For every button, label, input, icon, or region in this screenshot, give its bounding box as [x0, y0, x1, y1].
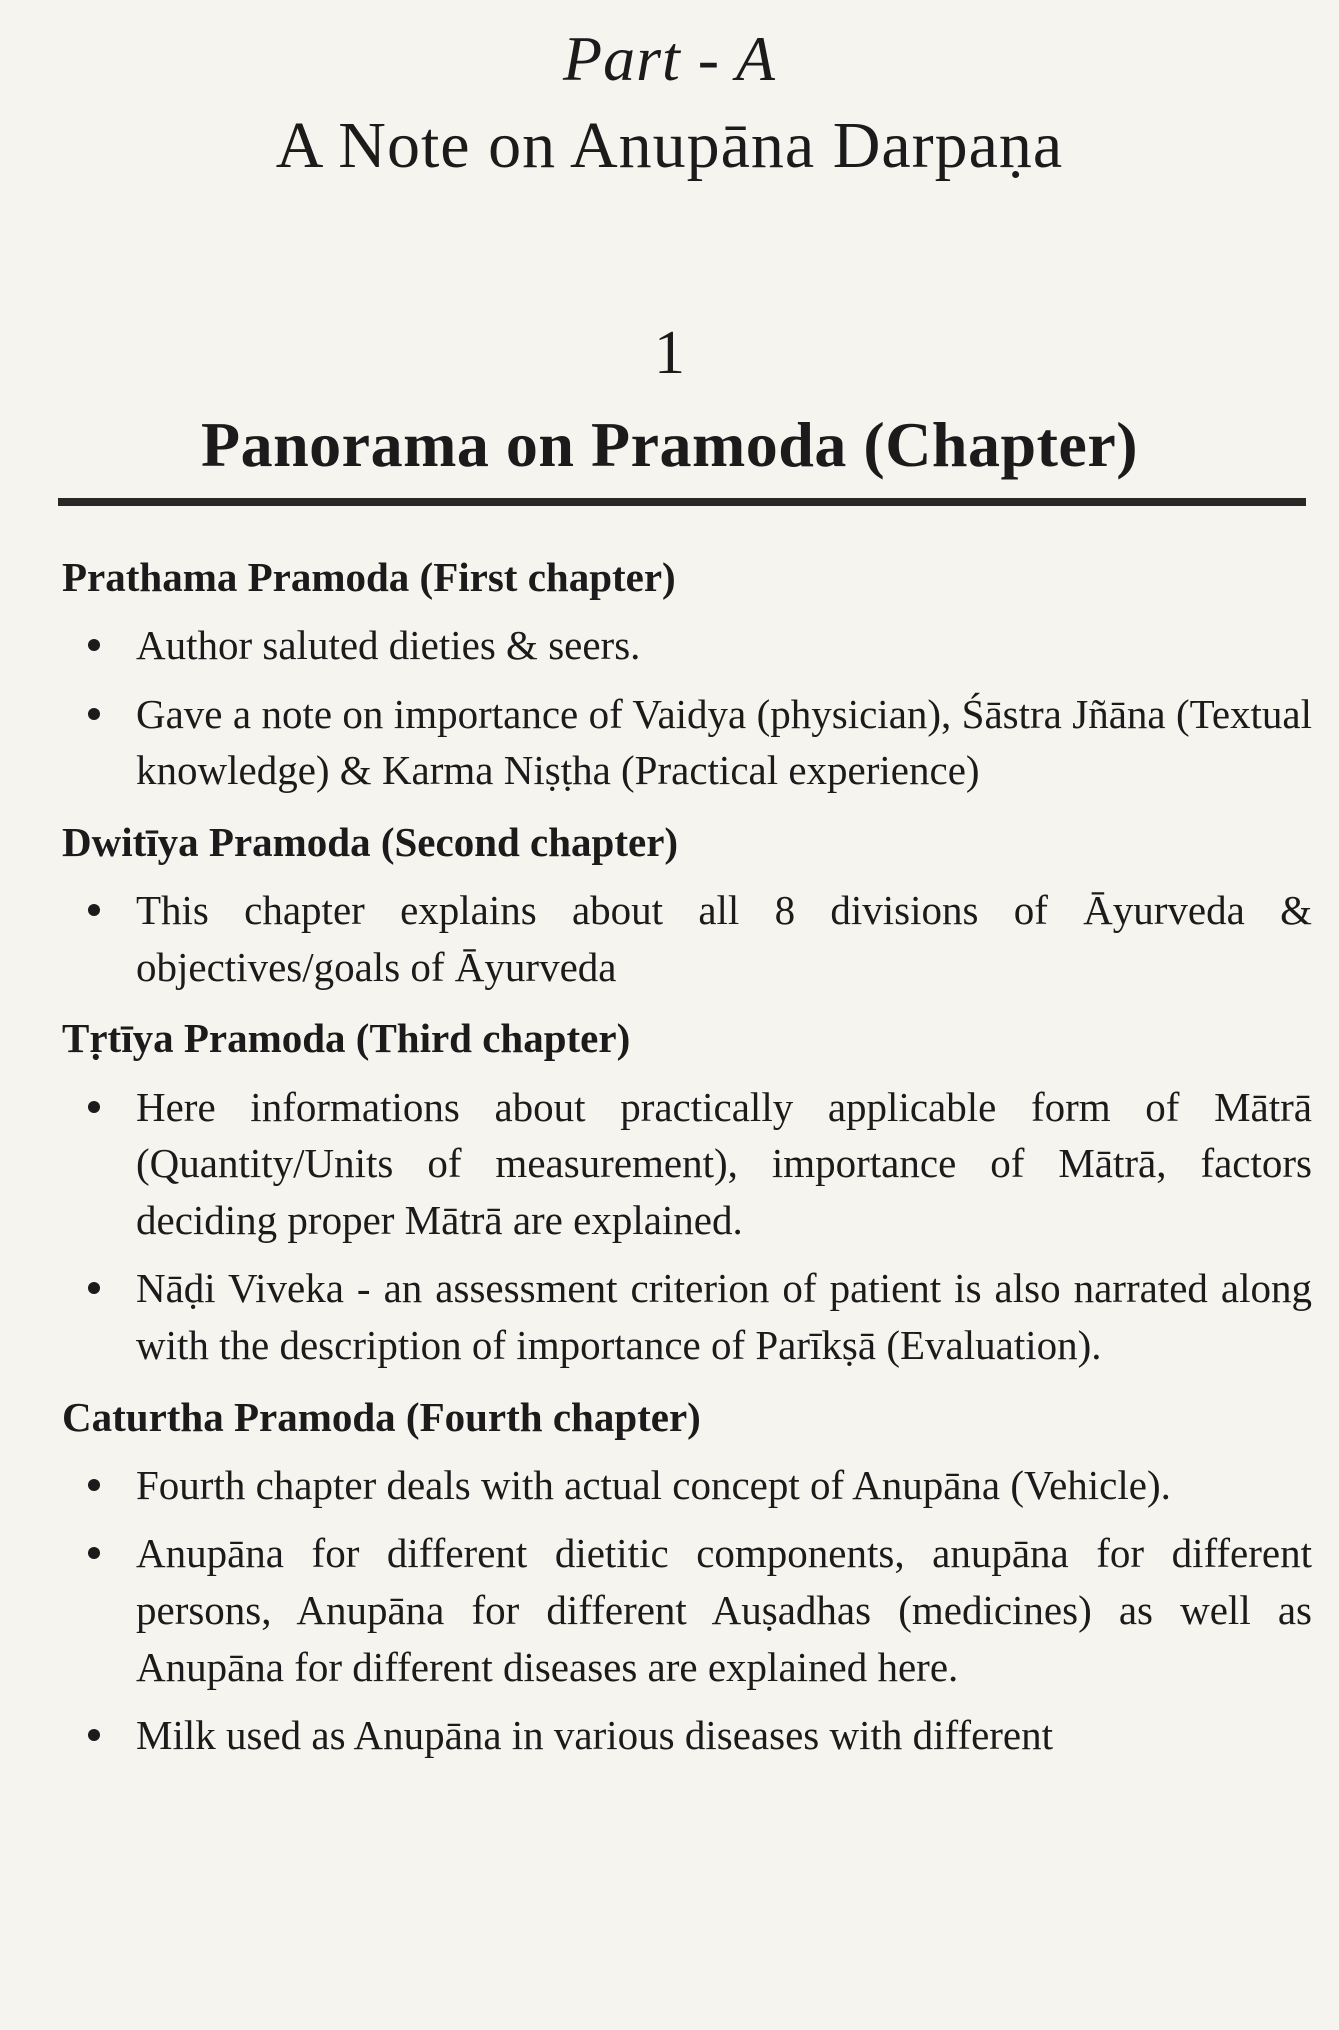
list-item — [62, 617, 1312, 674]
bullet-list — [62, 1457, 1312, 1764]
list-item-text: Gave a note on importance of Vaidya (physician), Śāstra Jñāna (Textual knowledge) & Karma Niṣṭha (Practical experience) — [136, 690, 1312, 794]
part-title: Part - A — [562, 23, 777, 94]
section-third-chapter — [62, 1013, 1312, 1373]
chapter-number: 1 — [654, 319, 685, 387]
list-item — [62, 1457, 1312, 1514]
section-first-chapter — [62, 552, 1312, 799]
bullet-icon — [88, 1547, 100, 1559]
book-title: A Note on Anupāna Darpaṇa — [275, 109, 1064, 182]
list-item — [62, 882, 1312, 995]
section-second-chapter — [62, 817, 1312, 995]
bullet-icon — [88, 1101, 100, 1113]
list-item — [62, 1525, 1312, 1695]
list-item — [62, 686, 1312, 799]
bullet-list — [62, 617, 1312, 799]
section-fourth-chapter — [62, 1392, 1312, 1764]
bullet-icon — [88, 1729, 100, 1741]
chapter-content — [62, 552, 1312, 1782]
bullet-icon — [88, 708, 100, 720]
list-item-text: Author saluted dieties & seers. — [136, 622, 641, 669]
bullet-icon — [88, 639, 100, 651]
list-item-text: Here informations about practically applicable form of Mātrā (Quantity/Units of measurement), importance of Mātrā, factors deciding proper Mātrā are explained. — [136, 1083, 1312, 1243]
list-item-text: Nāḍi Viveka - an assessment criterion of patient is also narrated along with the description of importance of Parīkṣā (Evaluation). — [136, 1265, 1312, 1368]
section-heading: Caturtha Pramoda (Fourth chapter) — [62, 1393, 701, 1440]
list-item-text: Anupāna for different dietitic components, anupāna for different persons, Anupāna for different Auṣadhas (medicines) as well as Anupāna for different diseases are explained here. — [136, 1530, 1312, 1690]
bullet-icon — [88, 1282, 100, 1294]
list-item — [62, 1707, 1312, 1764]
list-item-text: This chapter explains about all 8 divisions of Āyurveda & objectives/goals of Āyurveda — [136, 887, 1312, 990]
list-item — [62, 1079, 1312, 1249]
chapter-title: Panorama on Pramoda (Chapter) — [200, 409, 1139, 480]
list-item-text: Fourth chapter deals with actual concept of Anupāna (Vehicle). — [136, 1461, 1171, 1508]
bullet-icon — [88, 1479, 100, 1491]
list-item-text: Milk used as Anupāna in various diseases with different — [136, 1712, 1054, 1759]
section-heading: Dwitīya Pramoda (Second chapter) — [62, 818, 679, 865]
bullet-icon — [88, 904, 100, 916]
bullet-list — [62, 882, 1312, 995]
section-heading: Prathama Pramoda (First chapter) — [62, 554, 676, 600]
bullet-list — [62, 1079, 1312, 1374]
list-item — [62, 1260, 1312, 1373]
title-divider — [58, 498, 1306, 506]
section-heading: Tṛtīya Pramoda (Third chapter) — [62, 1015, 631, 1062]
